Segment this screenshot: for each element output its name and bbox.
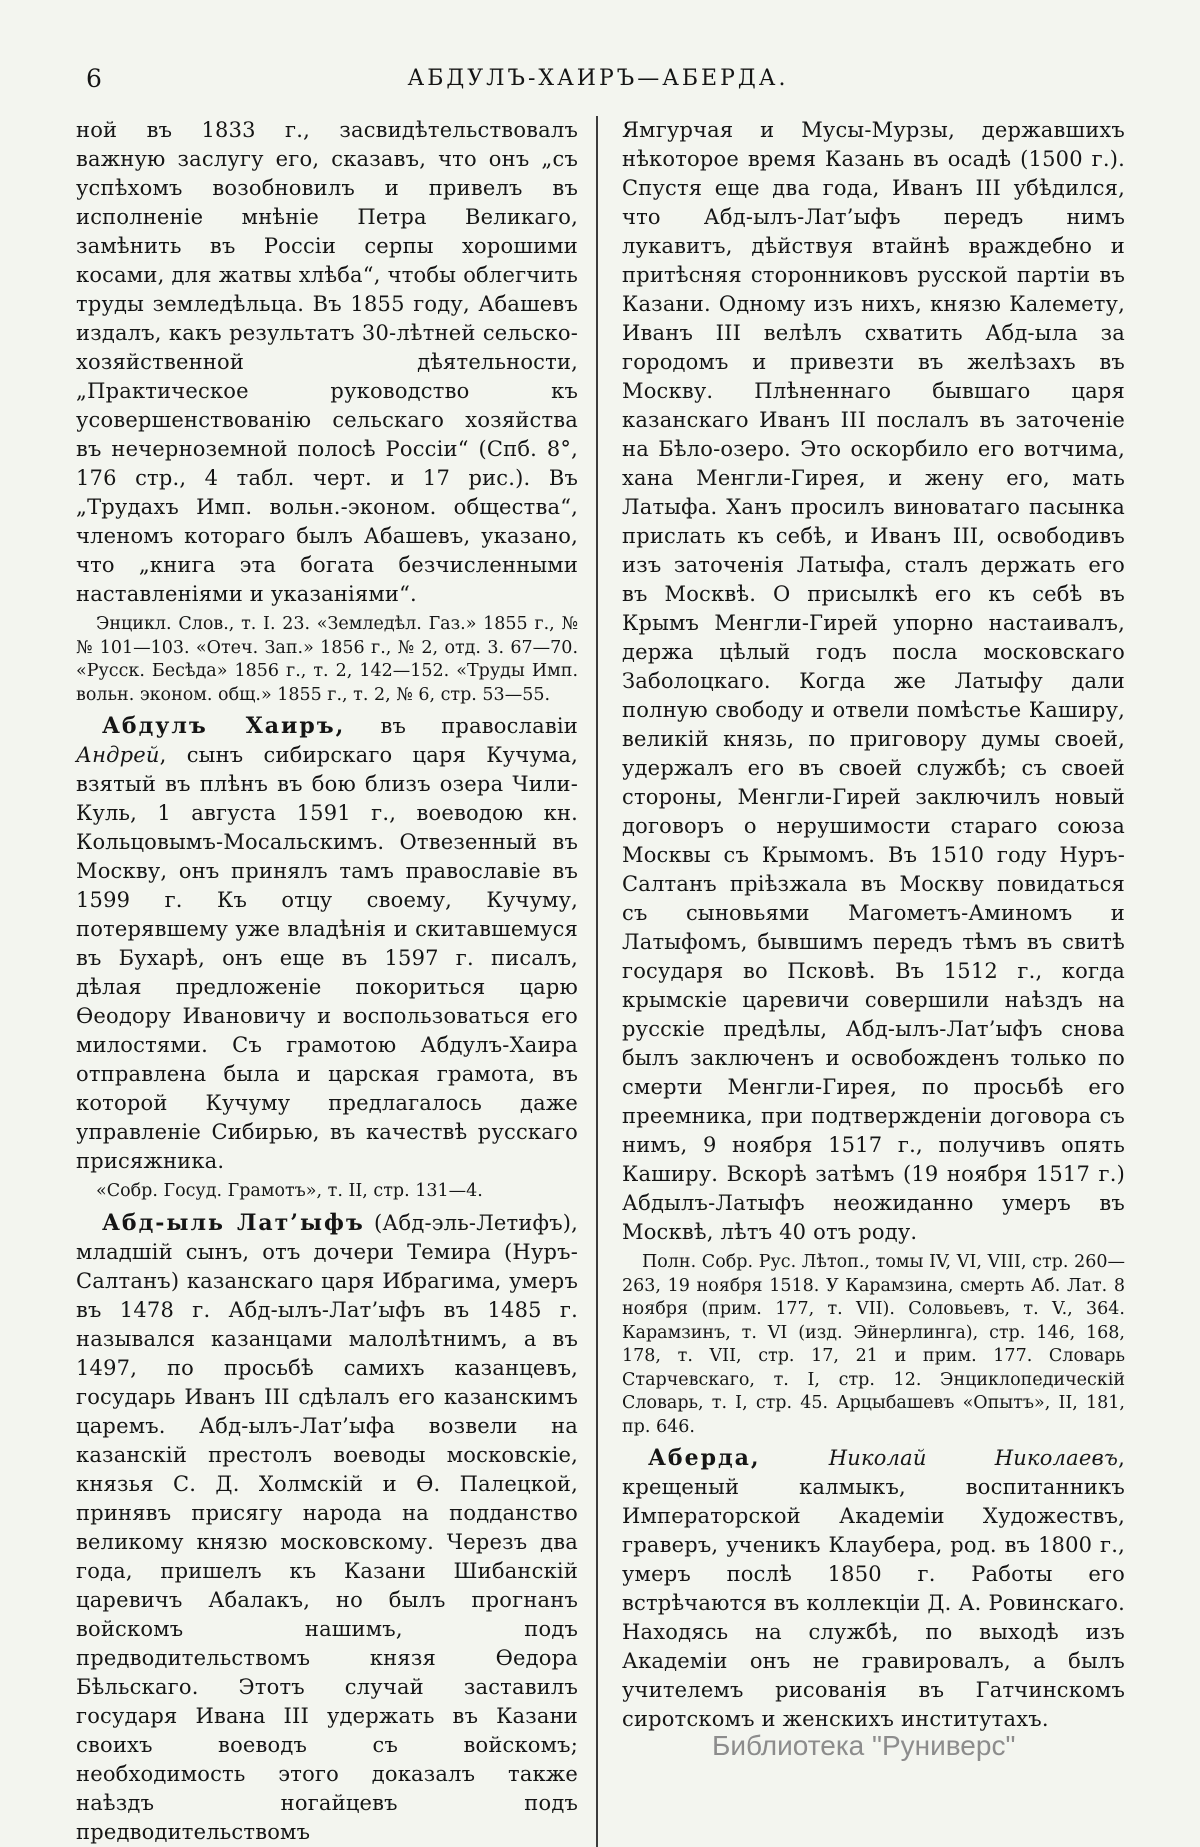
entry-paragraph [76, 712, 578, 1176]
text-segment: (Абд-эль-Летифъ), младшій сынъ, отъ дочери Темира (Нуръ-Салтанъ) казанскаго царя Ибрагима, умеръ въ 1478 г. Абд-ылъ-Лат’ыфъ въ 1485 г. назывался казанцами малолѣтнимъ, а въ 1497, по просьбѣ самихъ казанцевъ, государь Иванъ III сдѣлалъ его казанскимъ царемъ. Абд-ылъ-Лат’ыфа возвели на казанскій престолъ воеводы московскіе, князья С. Д. Холмскій и Ѳ. Палецкой, принявъ присягу народа на подданство великому князю московскому. Черезъ два года, пришелъ къ Казани Шибанскій царевичъ Абалакъ, но былъ прогнанъ войскомъ нашимъ, подъ предводительствомъ князя Ѳедора Бѣльскаго. Этотъ случай заставилъ государя Ивана III удержать въ Казани своихъ воеводъ съ войскомъ; необходимость этого доказалъ также наѣздъ ногайцевъ подъ предводительствомъ [76, 1210, 579, 1844]
bibliography-note [622, 1251, 1125, 1439]
text-segment: Ямгурчая и Мусы-Мурзы, державшихъ нѣкоторое время Казань въ осадѣ (1500 г.). Спустя еще два года, Иванъ III убѣдился, что Абд-ылъ-Лат’ыфъ передъ нимъ лукавитъ, дѣйствуя втайнѣ враждебно и притѣсняя сторонниковъ русской партіи въ Казани. Одному изъ нихъ, князю Калемету, Иванъ III велѣлъ схватить Абд-ыла за городомъ и привезти въ желѣзахъ въ Москву. Плѣненнаго бывшаго царя казанскаго Иванъ III послалъ въ заточеніе на Бѣло-озеро. Это оскорбило его вотчима, хана Менгли-Гирея, и жену его, мать Латыфа. Ханъ просилъ виноватаго пасынка прислать къ себѣ, и Иванъ III, освободивъ изъ заточенія Латыфа, сталъ держать его въ Москвѣ. О присылкѣ его къ себѣ въ Крымъ Менгли-Гирей упорно настаивалъ, держа цѣлый годъ посла московскаго Заболоцкаго. Когда же Латыфу дали полную свободу и отвели помѣстье Каширу, великій князь, по приговору думы своей, удержалъ его въ своей службѣ; съ своей стороны, Менгли-Гирей заключилъ новый договоръ о нерушимости стараго союза Москвы съ Крымомъ. Въ 1510 году Нуръ-Салтанъ пріѣзжала въ Москву повидаться съ сыновьями Магометъ-Аминомъ и Латыфомъ, бывшимъ передъ тѣмъ въ свитѣ государя во Псковѣ. Въ 1512 г., когда крымскіе царевичи совершили наѣздъ на русскіе предѣлы, Абд-ылъ-Лат’ыфъ снова былъ заключенъ и освобожденъ только по смерти Менгли-Гирея, по просьбѣ его преемника, при подтвержденіи договора съ нимъ, 9 ноября 1517 г., получивъ опять Каширу. Вскорѣ затѣмъ (19 ноября 1517 г.) Абдылъ-Латыфъ неожиданно умеръ въ Москвѣ, лѣтъ 40 отъ роду. [622, 118, 1125, 1244]
entry-headword: Аберда, [648, 1445, 761, 1471]
entry-paragraph [76, 1209, 578, 1847]
text-segment: , крещеный калмыкъ, воспитанникъ Императорской Академіи Художествъ, граверъ, ученикъ Клаубера, род. въ 1800 г., умеръ послѣ 1850 г. Работы его встрѣчаются въ коллекціи Д. А. Ровинскаго. Находясь на службѣ, по выходѣ изъ Академіи онъ не гравировалъ, а былъ учителемъ рисованія въ Гатчинскомъ сиротскомъ и женскихъ институтахъ. [622, 1446, 1125, 1731]
entry-paragraph [622, 1444, 1125, 1734]
page-number: 6 [86, 64, 102, 93]
watermark: Библиотека "Руниверс" [712, 1730, 1016, 1761]
italic-name: Андрей [76, 743, 160, 767]
entry-headword: Абд-ыль Лат’ыфъ [102, 1209, 365, 1236]
text-segment: въ православіи [345, 714, 579, 738]
bibliography-note [76, 1180, 578, 1204]
left-column [76, 116, 596, 1847]
right-column [598, 116, 1125, 1847]
entry-headword: Абдулъ Хаиръ, [102, 713, 346, 739]
text-segment: Энцикл. Слов., т. I. 23. «Земледѣл. Газ.» 1855 г., №№ 101—103. «Отеч. Зап.» 1856 г., № 2, отд. 3. 67—70. «Русск. Бесѣда» 1856 г., т. 2, 142—152. «Труды Имп. вольн. эконом. общ.» 1855 г., т. 2, № 6, стр. 53—55. [76, 614, 579, 705]
text-segment [761, 1446, 829, 1470]
text-segment: «Собр. Госуд. Грамотъ», т. II, стр. 131—4. [96, 1181, 483, 1201]
text-columns [0, 116, 1200, 1847]
text-segment: Полн. Собр. Рус. Лѣтоп., томы IV, VI, VIII, стр. 260—263, 19 ноября 1518. У Карамзина, смерть Аб. Лат. 8 ноября (прим. 177, т. VII). Соловьевъ, т. V., 364. Карамзинъ, т. VI (изд. Эйнерлинга), стр. 146, 168, 178, т. VII, стр. 17, 21 и прим. 177. Словарь Старчевскаго, т. I, стр. 12. Энциклопедическій Словарь, т. I, стр. 45. Арцыбашевъ «Опытъ», II, 181, пр. 646. [622, 1252, 1125, 1437]
italic-name: Николай Николаевъ [828, 1446, 1119, 1470]
text-segment: ной въ 1833 г., засвидѣтельствовалъ важную заслугу его, сказавъ, что онъ „съ успѣхомъ возобновилъ и привелъ въ исполненіе мнѣніе Петра Великаго, замѣнить въ Россіи серпы хорошими косами, для жатвы хлѣба“, чтобы облегчить труды земледѣльца. Въ 1855 году, Абашевъ издалъ, какъ результатъ 30-лѣтней сельско-хозяйственной дѣятельности, „Практическое руководство къ усовершенствованію сельскаго хозяйства въ нечерноземной полосѣ Россіи“ (Спб. 8°, 176 стр., 4 табл. черт. и 17 рис.). Въ „Трудахъ Имп. вольн.-эконом. общества“, членомъ котораго былъ Абашевъ, указано, что „книга эта богата безчисленными наставленіями и указаніями“. [76, 118, 579, 606]
page-header [0, 0, 1200, 116]
bibliography-note [76, 613, 578, 707]
body-paragraph [622, 116, 1125, 1247]
text-segment: , сынъ сибирскаго царя Кучума, взятый въ плѣнъ въ бою близъ озера Чили-Куль, 1 августа 1591 г., воеводою кн. Кольцовымъ-Мосальскимъ. Отвезенный въ Москву, онъ принялъ тамъ православіе въ 1599 г. Къ отцу своему, Кучуму, потерявшему уже владѣнія и скитавшемуся въ Бухарѣ, онъ еще въ 1597 г. писалъ, дѣлая предложеніе покориться царю Ѳеодору Ивановичу и воспользоваться его милостями. Съ грамотою Абдулъ-Хаира отправлена была и царская грамота, въ которой Кучуму предлагалось даже управленіе Сибирью, въ качествѣ русскаго присяжника. [76, 743, 579, 1173]
body-paragraph [76, 116, 578, 609]
page-title: АБДУЛЪ-ХАИРЪ—АБЕРДА. [407, 66, 789, 91]
